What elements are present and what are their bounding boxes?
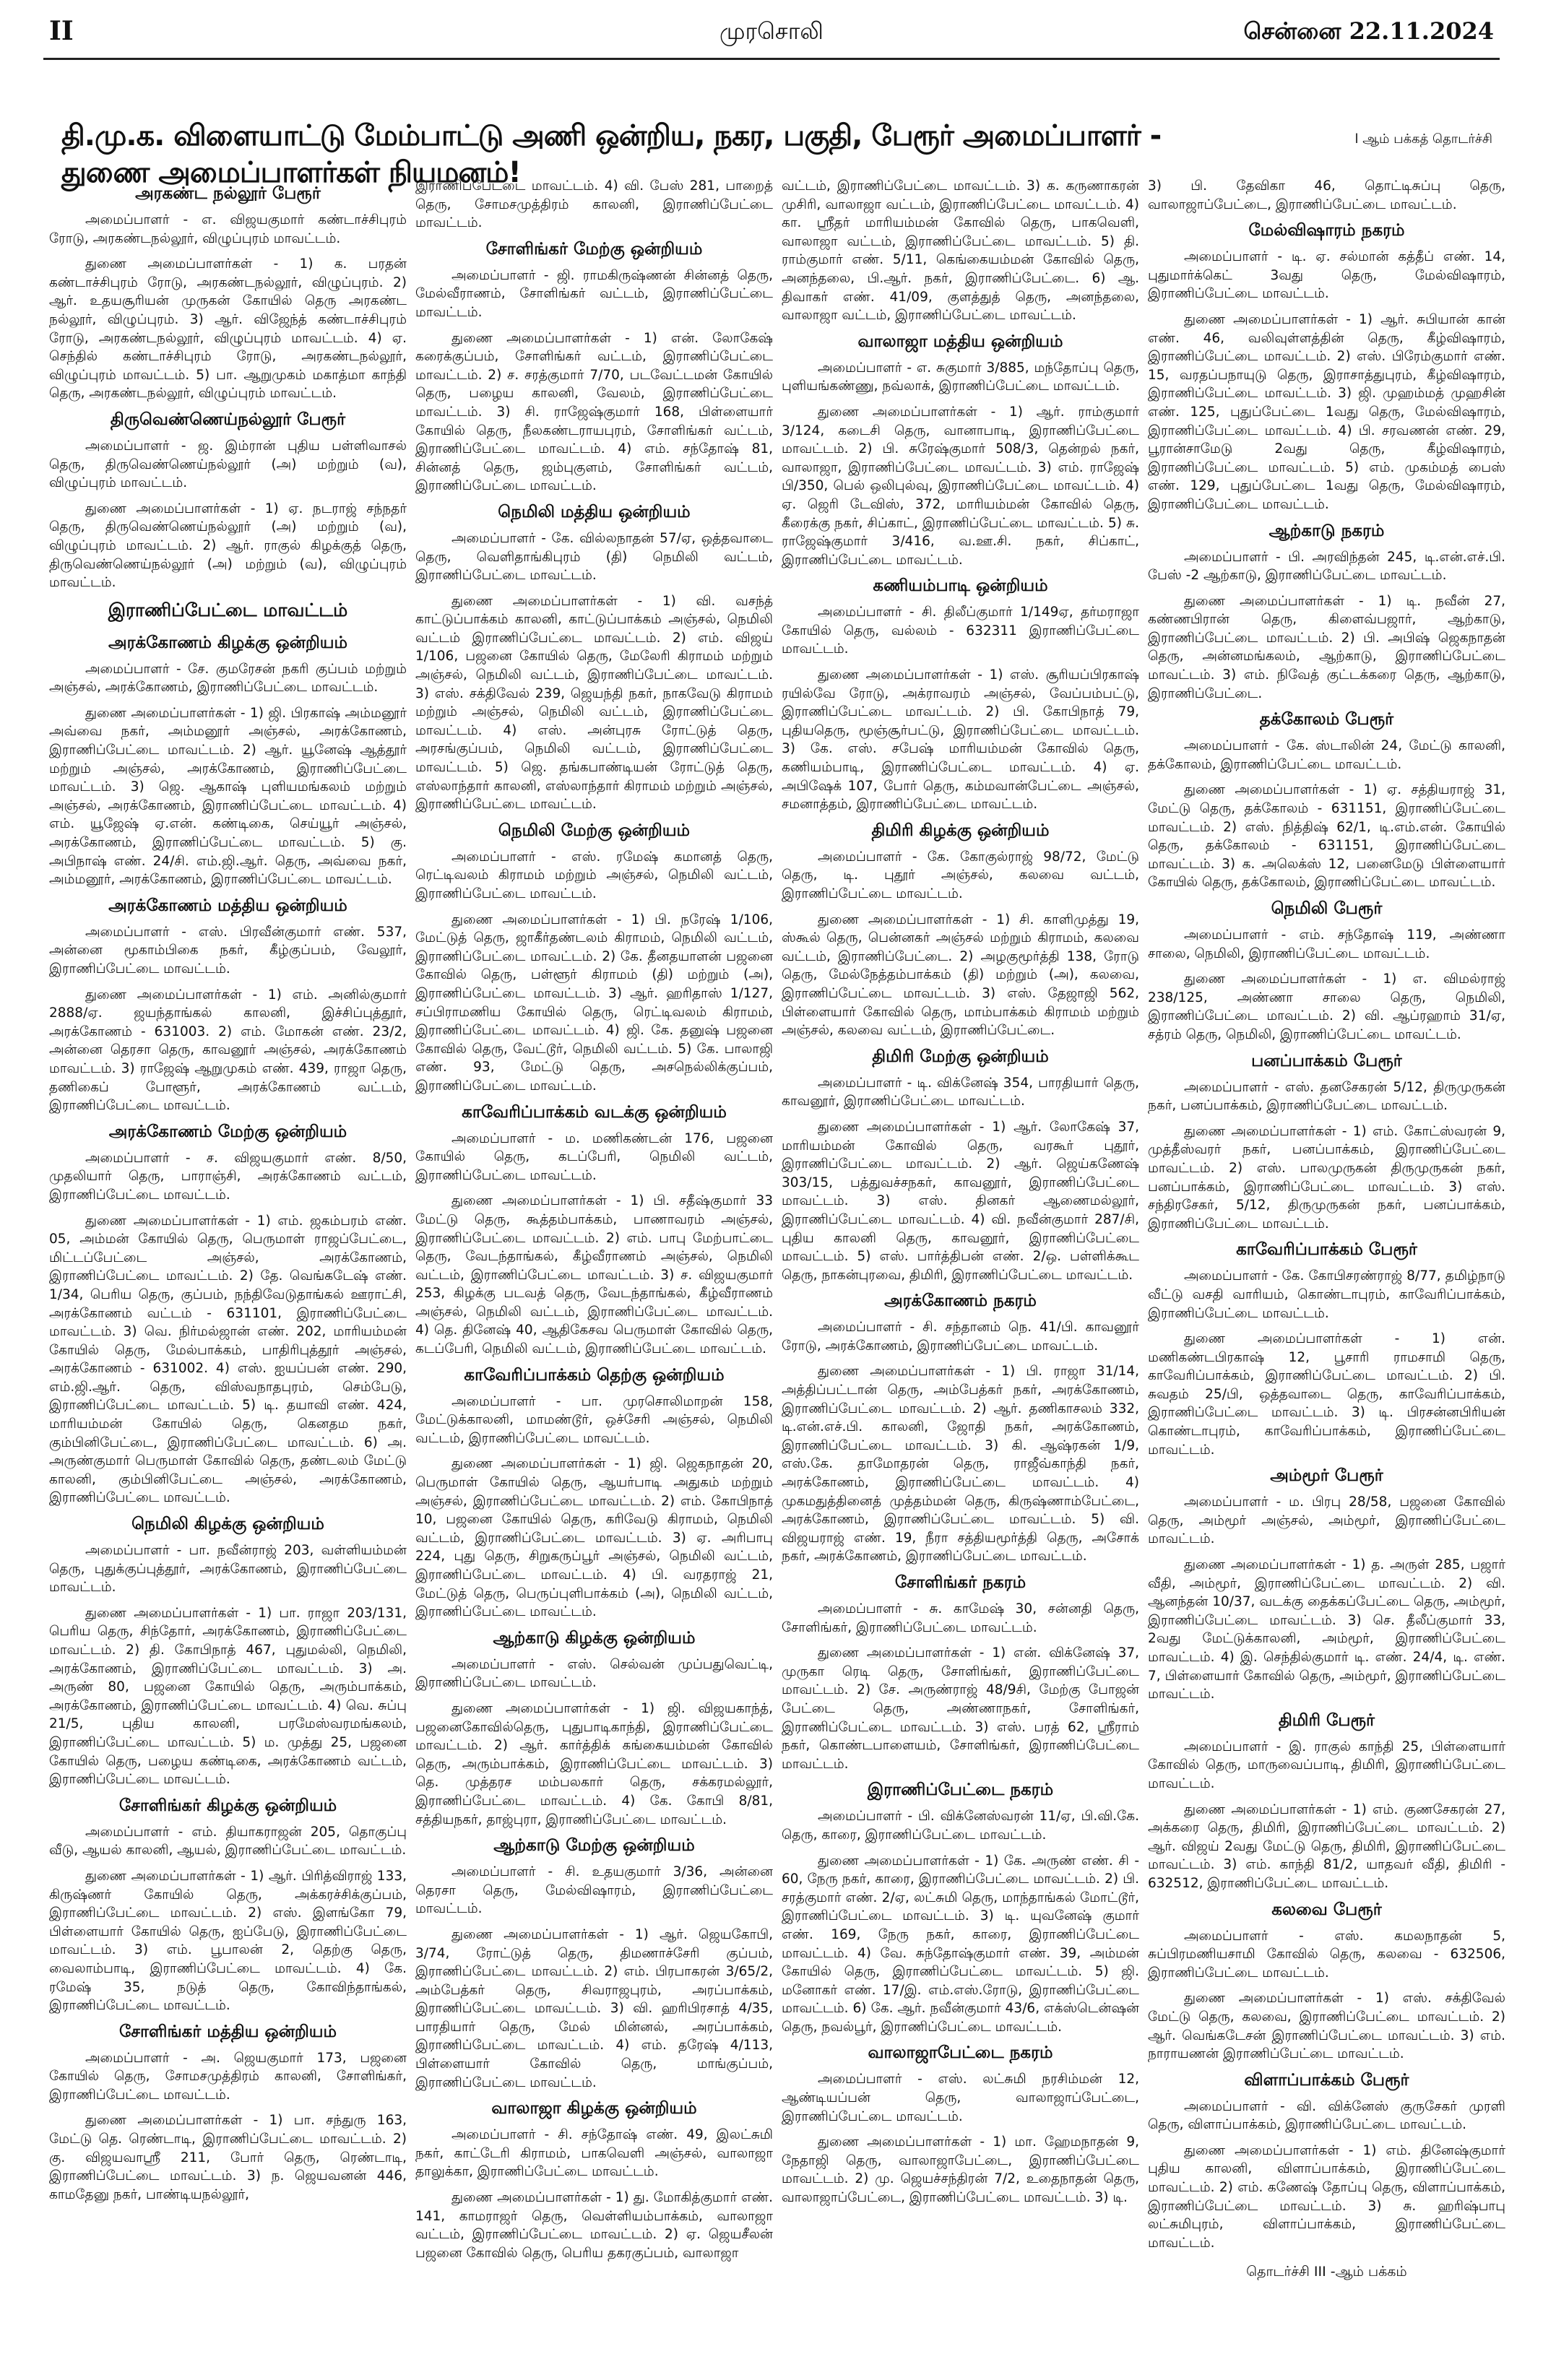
paragraph: துணை அமைப்பாளர்கள் - 1) எம். ஜகம்பரம் எண். 05, அம்மன் கோயில் தெரு, பெருமாள் ராஜப்பேட்டை, மிட்டப்பேட்டை அஞ்சல், அரக்கோணம், இராணிப்பேட்டை மாவட்டம். 2) தே. வெங்கடேஷ் எண். 1/34, பெரிய தெரு, குப்பம், நந்திவேடுதாங்கல் ஊராட்சி, அரக்கோணம் வட்டம் - 631101, இராணிப்பேட்டை மாவட்டம். 3) வெ. நிர்மல்ஜான் எண். 202, மாரியம்மன் கோயில் தெரு, மேல்பாக்கம், பாதிரிபுத்தூர் அஞ்சல், அரக்கோணம் - 631002. 4) எஸ். ஐயப்பன் எண். 290, எம்.ஜி.ஆர். தெரு, விஸ்வநாதபுரம், செம்பேடு, இராணிப்பேட்டை மாவட்டம். 5) டி. தயாவி எண். 424, மாரியம்மன் கோயில் தெரு, கெனதம நகர், கும்பினிபேட்டை, இராணிப்பேட்டை மாவட்டம். 6) அ. அருண்குமார் பெருமாள் கோவில் தெரு, தண்டலம் மேட்டு காலனி, கும்பினிபேட்டை அஞ்சல், அரக்கோணம், இராணிப்பேட்டை மாவட்டம். bbox=[49, 1213, 407, 1506]
paragraph: அமைப்பாளர் - எம். தியாகராஜன் 205, தொகுப்பு வீடு, ஆயல் காலனி, ஆயல், இராணிப்பேட்டை மாவட்டம். bbox=[49, 1824, 407, 1858]
paragraph: துணை அமைப்பாளர்கள் - 1) ஜி. விஜயகாந்த், பஜனைகோவில்தெரு, புதுபாடிகாந்தி, இராணிப்பேட்டை மாவட்டம். 2) ஆர். கார்த்திக் கங்கையம்மன் கோவில் தெரு, அரும்பாக்கம், இராணிப்பேட்டை மாவட்டம். 3) தெ. முத்தரச மம்பலகார் தெரு, சக்கரமல்லூர், இராணிப்பேட்டை மாவட்டம். 4) கே. கோபி 8/81, சத்தியநகர், தாஜ்புரா, இராணிப்பேட்டை மாவட்டம். bbox=[415, 1700, 773, 1827]
paragraph: துணை அமைப்பாளர்கள் - 1) எம். அனில்குமார் 2888/ஏ. ஜயந்தாங்கல் காலனி, இச்சிப்புத்தூர், அரக்கோணம் - 631003. 2) எம். மோகன் எண். 23/2, அன்னை தெரசா தெரு, காவனூர் அஞ்சல், அரக்கோணம் மாவட்டம். 3) ராஜேஷ் ஆறுமுகம் எண். 439, ராஜா தெரு, தணிகைப் போளூர், அரக்கோணம் வட்டம், இராணிப்பேட்டை மாவட்டம். bbox=[49, 987, 407, 1114]
paragraph: அமைப்பாளர் - எஸ். செல்வன் முப்பதுவெட்டி, இராணிப்பேட்டை மாவட்டம். bbox=[415, 1656, 773, 1691]
continuation-note: தொடர்ச்சி III -ஆம் பக்கம் bbox=[1246, 2264, 1407, 2280]
section-title: திருவெண்ணெய்நல்லூர் பேரூர் bbox=[110, 410, 346, 429]
paragraph: துணை அமைப்பாளர்கள் - 1) எம். கோட்ஸ்வரன் 9, முத்தீஸ்வரர் நகர், பனப்பாக்கம், இராணிப்பேட்டை மாவட்டம். 2) எஸ். பாலமுருகன் திருமுருகன் நகர், பனப்பாக்கம், இராணிப்பேட்டை மாவட்டம். 3) எஸ். சந்திரசேகர், 5/12, திருமுருகன் நகர், பனப்பாக்கம், இராணிப்பேட்டை மாவட்டம். bbox=[1148, 1123, 1505, 1232]
paragraph: அமைப்பாளர் - சி. உதயகுமார் 3/36, அன்னை தெரசா தெரு, மேல்விஷாரம், இராணிப்பேட்டை மாவட்டம். bbox=[415, 1864, 773, 1917]
continuation-reference: l ஆம் பக்கத் தொடர்ச்சி bbox=[1354, 131, 1492, 147]
section-title: ஆற்காடு மேற்கு ஒன்றியம் bbox=[493, 1836, 695, 1856]
section-title: காவேரிப்பாக்கம் வடக்கு ஒன்றியம் bbox=[462, 1102, 727, 1122]
section-title: வாலாஜா கிழக்கு ஒன்றியம் bbox=[491, 2099, 697, 2119]
paragraph: அமைப்பாளர் - கே. கோபிசரண்ராஜ் 8/77, தமிழ்நாடு வீட்டு வசதி வாரியம், கொண்டாபுரம், காவேரிப்பாக்கம், இராணிப்பேட்டை மாவட்டம். bbox=[1148, 1268, 1505, 1321]
paragraph: துணை அமைப்பாளர்கள் - 1) ஆர். சுபியான் கான் எண். 46, வலிவுள்ளத்தின் தெரு, கீழ்விஷாரம், இராணிப்பேட்டை மாவட்டம். 2) எஸ். பிரேம்குமார் எண். 15, வரதப்பநாயுடு தெரு, இராசாத்துபுரம், கீழ்விஷாரம், இராணிப்பேட்டை மாவட்டம். 3) ஜி. முஹம்மத் முஹசின் எண். 125, புதுப்பேட்டை 1வது தெரு, மேல்விஷாரம், இராணிப்பேட்டை மாவட்டம். 4) பி. சரவணன் எண். 29, பூரான்சாமேடு 2வது தெரு, கீழ்விஷாரம், இராணிப்பேட்டை மாவட்டம். 5) எம். முகம்மத் பைஸ் எண். 129, புதுப்பேட்டை 1வது தெரு, மேல்விஷாரம், இராணிப்பேட்டை மாவட்டம். bbox=[1148, 311, 1505, 512]
section-title: நெமிலி பேரூர் bbox=[1271, 899, 1383, 918]
section-title: சோளிங்கர் கிழக்கு ஒன்றியம் bbox=[118, 1796, 337, 1815]
paragraph: துணை அமைப்பாளர்கள் - 1) என். லோகேஷ் கரைக்குப்பம், சோளிங்கர் வட்டம், இராணிப்பேட்டை மாவட்டம். 2) ச. சரத்குமார் 7/70, படவேட்டமன் கோயில் தெரு, பழைய காலனி, வேலம், இராணிப்பேட்டை மாவட்டம். 3) சி. ராஜேஷ்குமார் 168, பிள்ளையார் கோயில் தெரு, நீலகண்டராயபுரம், சோளிங்கர் வட்டம், இராணிப்பேட்டை மாவட்டம். 4) எம். சந்தோஷ் 81, சின்னத் தெரு, ஜம்புகுளம், சோளிங்கர் வட்டம், இராணிப்பேட்டை மாவட்டம். bbox=[415, 330, 773, 494]
paragraph: அமைப்பாளர் - எம். சந்தோஷ் 119, அண்ணா சாலை, நெமிலி, இராணிப்பேட்டை மாவட்டம். bbox=[1148, 927, 1505, 961]
paragraph: துணை அமைப்பாளர்கள் - 1) எம். குணசேகரன் 27, அக்கரை தெரு, திமிரி, இராணிப்பேட்டை மாவட்டம். 2) ஆர். விஜய் 2வது மேட்டு தெரு, திமிரி, இராணிப்பேட்டை மாவட்டம். 3) எம். காந்தி 81/2, யாதவர் வீதி, திமிரி - 632512, இராணிப்பேட்டை மாவட்டம். bbox=[1148, 1801, 1505, 1891]
section-title: மேல்விஷாரம் நகரம் bbox=[1248, 221, 1405, 241]
newspaper-name: முரசொலி bbox=[719, 17, 824, 45]
paragraph: அமைப்பாளர் - சு. காமேஷ் 30, சன்னதி தெரு, சோளிங்கர், இராணிப்பேட்டை மாவட்டம். bbox=[782, 1601, 1139, 1635]
paragraph: துணை அமைப்பாளர்கள் - 1) து. மோகித்குமார் எண். 141, காமராஜர் தெரு, வெள்ளியம்பாக்கம், வாலாஜா வட்டம், இராணிப்பேட்டை மாவட்டம். 2) ஏ. ஜெயசீலன் பஜனை கோவில் தெரு, பெரிய தகரகுப்பம், வாலாஜா bbox=[415, 2190, 773, 2261]
page-number: II bbox=[49, 16, 74, 46]
paragraph: அமைப்பாளர் - கே. ஸ்டாலின் 24, மேட்டு காலனி, தக்கோலம், இராணிப்பேட்டை மாவட்டம். bbox=[1148, 738, 1505, 772]
section-title: நெமிலி மத்திய ஒன்றியம் bbox=[498, 502, 691, 522]
section-title: அம்மூர் பேரூர் bbox=[1270, 1466, 1383, 1486]
section-title: காவேரிப்பாக்கம் பேரூர் bbox=[1236, 1240, 1417, 1260]
paragraph: துணை அமைப்பாளர்கள் - 1) க. பரதன் கண்டாச்சிபுரம் ரோடு, அரகண்டநல்லூர், விழுப்புரம். 2) ஆர். உதயசூரியன் முருகன் கோயில் தெரு அரகண்ட நல்லூர், விழுப்புரம். 3) ஆர். விஜேந்த் கண்டாச்சிபுரம் ரோடு, அரகண்டநல்லூர், விழுப்புரம் மாவட்டம். 4) ஏ. செந்தில் கண்டாச்சிபுரம் ரோடு, அரகண்டநல்லூர், விழுப்புரம் மாவட்டம். 5) பா. ஆறுமுகம் மகாத்மா காந்தி தெரு, அரகண்டநல்லூர், விழுப்புரம் மாவட்டம். bbox=[49, 256, 407, 402]
paragraph: துணை அமைப்பாளர்கள் - 1) மா. ஹேமநாதன் 9, நேதாஜி தெரு, வாலாஜாபேட்டை, இராணிப்பேட்டை மாவட்டம். 2) மு. ஜெயச்சந்திரன் 7/2, உதைநாதன் தெரு, வாலாஜாப்பேட்டை, இராணிப்பேட்டை மாவட்டம். 3) டி. bbox=[782, 2134, 1139, 2206]
paragraph: அமைப்பாளர் - எ. விஜயகுமார் கண்டாச்சிபுரம் ரோடு, அரகண்டநல்லூர், விழுப்புரம் மாவட்டம். bbox=[49, 212, 407, 246]
paragraph: துணை அமைப்பாளர்கள் - 1) எஸ். சக்திவேல் மேட்டு தெரு, கலவை, இராணிப்பேட்டை மாவட்டம். 2) ஆர். வெங்கடேசன் இராணிப்பேட்டை மாவட்டம். 3) எம். நாராயணன் இராணிப்பேட்டை மாவட்டம். bbox=[1148, 1991, 1505, 2062]
paragraph: துணை அமைப்பாளர்கள் - 1) கே. அருண் எண். சி - 60, நேரு நகர், காரை, இராணிப்பேட்டை மாவட்டம். 2) பி. சரத்குமார் எண். 2/ஏ, லட்சுமி தெரு, மாந்தாங்கல் மோட்டூர், இராணிப்பேட்டை மாவட்டம். 3) டி. யுவனேஷ் குமார் எண். 169, நேரு நகர், காரை, இராணிப்பேட்டை மாவட்டம். 4) வே. சுந்தோஷ்குமார் எண். 39, அம்மன் கோயில் தெரு, இராணிப்பேட்டை மாவட்டம். 5) ஜி. மனோகர் எண். 17/இ. எம்.எஸ்.ரோடு, இராணிப்பேட்டை மாவட்டம். 6) கே. ஆர். நவீன்குமார் 43/6, எக்ஸ்டென்ஷன் தெரு, நவல்பூர், இராணிப்பேட்டை மாவட்டம். bbox=[782, 1853, 1139, 2035]
paragraph: துணை அமைப்பாளர்கள் - 1) எம். தினேஷ்குமார் புதிய காலனி, விளாப்பாக்கம், இராணிப்பேட்டை மாவட்டம். 2) எம். கணேஷ் தோப்பு தெரு, விளாப்பாக்கம், இராணிப்பேட்டை மாவட்டம். 3) சு. ஹரிஷ்பாபு லட்சுமிபுரம், விளாப்பாக்கம், இராணிப்பேட்டை மாவட்டம். bbox=[1148, 2142, 1505, 2251]
section-title: ஆற்காடு கிழக்கு ஒன்றியம் bbox=[493, 1628, 696, 1648]
paragraph: அமைப்பாளர் - ச. விஜயகுமார் எண். 8/50, முதலியார் தெரு, பாராஞ்சி, அரக்கோணம் வட்டம், இராணிப்பேட்டை மாவட்டம். bbox=[49, 1150, 407, 1203]
section-title: கலவை பேரூர் bbox=[1271, 1900, 1382, 1919]
paragraph: அமைப்பாளர் - இ. ராகுல் காந்தி 25, பிள்ளையார் கோவில் தெரு, மாருவைப்பாடி, திமிரி, இராணிப்பேட்டை மாவட்டம். bbox=[1148, 1739, 1505, 1791]
section-title: சோளிங்கர் மத்திய ஒன்றியம் bbox=[118, 2022, 337, 2041]
section-title: ஆற்காடு நகரம் bbox=[1268, 521, 1385, 540]
paragraph: அமைப்பாளர் - ஜ. இம்ரான் புதிய பள்ளிவாசல் தெரு, திருவெண்ணெய்நல்லூர் (அ) மற்றும் (வ), விழுப்புரம் மாவட்டம். bbox=[49, 438, 407, 491]
section-title: காவேரிப்பாக்கம் தெற்கு ஒன்றியம் bbox=[464, 1365, 725, 1385]
headline: தி.மு.க. விளையாட்டு மேம்பாட்டு அணி ஒன்றிய, நகர, பகுதி, பேரூர் அமைப்பாளர் - துணை அமைப்பாளர்கள் நியமனம்! bbox=[61, 119, 1162, 189]
paragraph: அமைப்பாளர் - அ. ஜெயகுமார் 173, பஜனை கோயில் தெரு, சோமசமுத்திரம் காலனி, சோளிங்கர், இராணிப்பேட்டை மாவட்டம். bbox=[49, 2050, 407, 2103]
paragraph: அமைப்பாளர் - எஸ். பிரவீன்குமார் எண். 537, அன்னை மூகாம்பிகை நகர், கீழ்குப்பம், வேலூர், இராணிப்பேட்டை மாவட்டம். bbox=[49, 924, 407, 977]
section-title: வாலாஜாபேட்டை நகரம் bbox=[868, 2043, 1053, 2063]
section-title: கணியம்பாடி ஒன்றியம் bbox=[873, 576, 1048, 596]
paragraph: அமைப்பாளர் - பா. முரசொலிமாறன் 158, மேட்டுக்காலனி, மாமண்டூர், ஒச்சேரி அஞ்சல், நெமிலி வட்டம், இராணிப்பேட்டை மாவட்டம். bbox=[415, 1393, 773, 1446]
section-title: நெமிலி மேற்கு ஒன்றியம் bbox=[498, 821, 691, 840]
paragraph: துணை அமைப்பாளர்கள் - 1) எ. விமல்ராஜ் 238/125, அண்ணா சாலை தெரு, நெமிலி, இராணிப்பேட்டை மாவட்டம். 2) வி. ஆப்ரஹாம் 31/ஏ, சத்ரம் தெரு, நெமிலி, இராணிப்பேட்டை மாவட்டம். bbox=[1148, 972, 1505, 1042]
paragraph: அமைப்பாளர் - ம. மணிகண்டன் 176, பஜனை கோயில் தெரு, கடப்பேரி, நெமிலி வட்டம், இராணிப்பேட்டை மாவட்டம். bbox=[415, 1130, 773, 1183]
paragraph: துணை அமைப்பாளர்கள் - 1) பி. நரேஷ் 1/106, மேட்டுத் தெரு, ஜாகீர்தண்டலம் கிராமம், நெமிலி வட்டம், இராணிப்பேட்டை மாவட்டம். 2) கே. தீனதயாளன் பஜனை கோவில் தெரு, பள்ளூர் கிராமம் (தி) மற்றும் (அ), இராணிப்பேட்டை மாவட்டம். 3) ஆர். ஹரிதாஸ் 1/127, சப்பிராமணிய கோயில் தெரு, ரெட்டிவலம் கிராமம், இராணிப்பேட்டை மாவட்டம். 4) ஜி. கே. தனுஷ் பஜனை கோவில் தெரு, வேட்டூர், நெமிலி வட்டம். 5) கே. பாலாஜி எண். 93, மேட்டு தெரு, அசநெல்லிக்குப்பம், இராணிப்பேட்டை மாவட்டம். bbox=[415, 912, 773, 1094]
paragraph: அமைப்பாளர் - பி. அரவிந்தன் 245, டி.என்.எச்.பி. பேஸ் -2 ஆற்காடு, இராணிப்பேட்டை மாவட்டம். bbox=[1148, 549, 1505, 584]
paragraph: துணை அமைப்பாளர்கள் - 1) என். விக்னேஷ் 37, முருகா ரெடி தெரு, சோளிங்கர், இராணிப்பேட்டை மாவட்டம். 2) சே. அருண்ராஜ் 48/9சி, மேற்கு போஜன் பேட்டை தெரு, அண்ணாநகர், சோளிங்கர், இராணிப்பேட்டை மாவட்டம். 3) எஸ். பரத் 62, ஸ்ரீராம் நகர், கொண்டபாளையம், சோளிங்கர், இராணிப்பேட்டை மாவட்டம். bbox=[782, 1645, 1139, 1772]
paragraph: 3) பி. தேவிகா 46, தொட்டிசுப்பு தெரு, வாலாஜாப்பேட்டை, இராணிப்பேட்டை மாவட்டம். bbox=[1148, 178, 1505, 212]
paragraph: துணை அமைப்பாளர்கள் - 1) ஆர். லோகேஷ் 37, மாரியம்மன் கோவில் தெரு, வரகூர் புதூர், இராணிப்பேட்டை மாவட்டம். 2) ஆர். ஜெய்கணேஷ் 303/15, பத்துவச்சநகர், காவனூர், இராணிப்பேட்டை மாவட்டம். 3) எஸ். தினகர் ஆணைமல்லூர், இராணிப்பேட்டை மாவட்டம். 4) வி. நவீன்குமார் 287/சி, புதிய காலனி தெரு, காவனூர், இராணிப்பேட்டை மாவட்டம். 5) எஸ். பார்த்திபன் எண். 2/ஒ. பள்ளிக்கூட தெரு, நாகன்புரவை, திமிரி, இராணிப்பேட்டை மாவட்டம். bbox=[782, 1119, 1139, 1283]
paragraph: அமைப்பாளர் - எஸ். தனசேகரன் 5/12, திருமுருகன் நகர், பனப்பாக்கம், இராணிப்பேட்டை மாவட்டம். bbox=[1148, 1079, 1505, 1114]
paragraph: துணை அமைப்பாளர்கள் - 1) ஏ. நடராஜ் சந்நதர் தெரு, திருவெண்ணெய்நல்லூர் (அ) மற்றும் (வ), விழுப்புரம் மாவட்டம். 2) ஆர். ராகுல் கிழக்குத் தெரு, திருவெண்ணெய்நல்லூர் (அ) மற்றும் (வ), விழுப்புரம் மாவட்டம். bbox=[49, 501, 407, 591]
paragraph: அமைப்பாளர் - சே. குமரேசன் நகரி குப்பம் மற்றும் அஞ்சல், அரக்கோணம், இராணிப்பேட்டை மாவட்டம். bbox=[49, 661, 407, 696]
district-title: இராணிப்பேட்டை மாவட்டம் bbox=[108, 599, 348, 620]
column-2 bbox=[415, 177, 773, 2358]
paragraph: அமைப்பாளர் - எஸ். ரமேஷ் கமானத் தெரு, ரெட்டிவலம் கிராமம் மற்றும் அஞ்சல், நெமிலி வட்டம், இராணிப்பேட்டை மாவட்டம். bbox=[415, 849, 773, 901]
paragraph: அமைப்பாளர் - சி. சந்தோஷ் எண். 49, இலட்சுமி நகர், காட்டேரி கிராமம், பாகவெளி அஞ்சல், வாலாஜா தாலுக்கா, இராணிப்பேட்டை மாவட்டம். bbox=[415, 2127, 773, 2180]
section-title: அரகண்ட நல்லூர் பேரூர் bbox=[135, 184, 321, 203]
column-3 bbox=[782, 177, 1139, 2358]
paragraph: துணை அமைப்பாளர்கள் - 1) என். மணிகண்டபிரகாஷ் 12, பூசாரி ராமசாமி தெரு, காவேரிப்பாக்கம், இராணிப்பேட்டை மாவட்டம். 2) பி. சுவதம் 25/பி, ஒத்தவாடை தெரு, காவேரிப்பாக்கம், இராணிப்பேட்டை மாவட்டம். 3) டி. பிரசன்னபிரியன் கொண்டாபுரம், காவேரிப்பாக்கம், இராணிப்பேட்டை மாவட்டம். bbox=[1148, 1331, 1505, 1458]
section-title: சோளிங்கர் மேற்கு ஒன்றியம் bbox=[485, 239, 703, 259]
paragraph: அமைப்பாளர் - கே. கோகுல்ராஜ் 98/72, மேட்டு தெரு, டி. புதூர் அஞ்சல், கலவை வட்டம், இராணிப்பேட்டை மாவட்டம். bbox=[782, 849, 1139, 901]
paragraph: அமைப்பாளர் - சி. திலீப்குமார் 1/149ஏ, தர்மராஜா கோயில் தெரு, வல்லம் - 632311 இராணிப்பேட்டை மாவட்டம். bbox=[782, 605, 1139, 657]
section-title: சோளிங்கர் நகரம் bbox=[894, 1573, 1026, 1592]
section-title: தக்கோலம் பேரூர் bbox=[1259, 710, 1394, 730]
paragraph: துணை அமைப்பாளர்கள் - 1) பி. சதீஷ்குமார் 33 மேட்டு தெரு, கூத்தம்பாக்கம், பாணாவரம் அஞ்சல், இராணிப்பேட்டை மாவட்டம். 2) எம். பாபு மேற்பாட்டை தெரு, வேடந்தாங்கல், கீழ்வீராணம் அஞ்சல், நெமிலி வட்டம், இராணிப்பேட்டை மாவட்டம். 3) ச. விஜயகுமார் 253, கிழக்கு படவத் தெரு, வேடந்தாங்கல், கீழ்வீராணம் அஞ்சல், நெமிலி வட்டம், இராணிப்பேட்டை மாவட்டம். 4) தெ. தினேஷ் 40, ஆதிகேசவ பெருமாள் கோவில் தெரு, கடப்பேரி, நெமிலி வட்டம், இராணிப்பேட்டை மாவட்டம். bbox=[415, 1193, 773, 1357]
section-title: திமிரி கிழக்கு ஒன்றியம் bbox=[871, 821, 1050, 840]
paragraph: அமைப்பாளர் - பா. நவீன்ராஜ் 203, வள்ளியம்மன் தெரு, புதுக்குப்புத்தூர், அரக்கோணம், இராணிப்பேட்டை மாவட்டம். bbox=[49, 1543, 407, 1596]
section-title: அரக்கோணம் மத்திய ஒன்றியம் bbox=[108, 896, 347, 915]
paragraph: அமைப்பாளர் - வி. விக்னேஸ் குருசேகர் முரளி தெரு, விளாப்பாக்கம், இராணிப்பேட்டை மாவட்டம். bbox=[1148, 2098, 1505, 2133]
paragraph: துணை அமைப்பாளர்கள் - 1) எஸ். சூரியப்பிரகாஷ் ரயில்வே ரோடு, அக்ராவரம் அஞ்சல், வேப்பம்பட்டு, இராணிப்பேட்டை மாவட்டம். 2) பி. கோபிநாத் 79, புதியதெரு, மூஞ்சூர்பட்டு, இராணிப்பேட்டை மாவட்டம். 3) கே. எஸ். சபேஷ் மாரியம்மன் கோவில் தெரு, கணியம்பாடி, இராணிப்பேட்டை மாவட்டம். 4) ஏ. அபிஷேக் 107, போர் தெரு, கம்மவான்பேட்டை அஞ்சல், சமனாத்தம், இராணிப்பேட்டை மாவட்டம். bbox=[782, 667, 1139, 813]
paragraph: அமைப்பாளர் - எஸ். கமலநாதன் 5, சுப்பிரமணியசாமி கோவில் தெரு, கலவை - 632506, இராணிப்பேட்டை மாவட்டம். bbox=[1148, 1928, 1505, 1981]
section-title: அரக்கோணம் கிழக்கு ஒன்றியம் bbox=[108, 633, 347, 652]
paragraph: அமைப்பாளர் - சி. சந்தானம் நெ. 41/பி. காவனூர் ரோடு, அரக்கோணம், இராணிப்பேட்டை மாவட்டம். bbox=[782, 1320, 1139, 1354]
paragraph: துணை அமைப்பாளர்கள் - 1) பா. ராஜா 203/131, பெரிய தெரு, சிந்தோர், அரக்கோணம், இராணிப்பேட்டை மாவட்டம். 2) தி. கோபிநாத் 467, புதுமல்லி, நெமிலி, அரக்கோணம், இராணிப்பேட்டை மாவட்டம். 3) அ. அருண் 80, பஜனை கோயில் தெரு, அரும்பாக்கம், அரக்கோணம், இராணிப்பேட்டை மாவட்டம். 4) வெ. சுப்பு 21/5, புதிய காலனி, பரமேஸ்வரமங்கலம், இராணிப்பேட்டை மாவட்டம். 5) ம. முத்து 25, பஜனை கோயில் தெரு, பழைய கண்டிகை, அரக்கோணம் வட்டம், இராணிப்பேட்டை மாவட்டம். bbox=[49, 1605, 407, 1788]
paragraph: வட்டம், இராணிப்பேட்டை மாவட்டம். 3) க. கருணாகரன் முசிரி, வாலாஜா வட்டம், இராணிப்பேட்டை மாவட்டம். 4) கா. ஸ்ரீதர் மாரியம்மன் கோவில் தெரு, பாகவெளி, வாலாஜா வட்டம், இராணிப்பேட்டை மாவட்டம். 5) தி. ராம்குமார் எண். 5/11, கெங்கையம்மன் கோவில் தெரு, அனந்தலை, பி.ஆர். நகர், இராணிப்பேட்டை. 6) ஆ. திவாகர் எண். 41/09, குளத்துத் தெரு, அனந்தலை, வாலாஜா வட்டம், இராணிப்பேட்டை மாவட்டம். bbox=[782, 178, 1139, 324]
paragraph: துணை அமைப்பாளர்கள் - 1) சி. காளிமுத்து 19, ஸ்கூல் தெரு, பென்னகர் அஞ்சல் மற்றும் கிராமம், கலவை வட்டம், இராணிப்பேட்டை. 2) அழகுமூர்த்தி 138, ரோடு தெரு, மேல்நேத்தம்பாக்கம் (தி) மற்றும் (அ), கலவை, இராணிப்பேட்டை மாவட்டம். 3) எஸ். தேஜாஜி 562, பிள்ளையார் கோவில் தெரு, மாம்பாக்கம் கிராமம் மற்றும் அஞ்சல், கலவை வட்டம், இராணிப்பேட்டை. bbox=[782, 912, 1139, 1039]
paragraph: துணை அமைப்பாளர்கள் - 1) ஆர். ராம்குமார் 3/124, கடைசி தெரு, வானாபாடி, இராணிப்பேட்டை மாவட்டம். 2) பி. சுரேஷ்குமார் 508/3, தென்றல் நகர், வாலாஜா, இராணிப்பேட்டை மாவட்டம். 3) எம். ராஜேஷ் பி/350, பெல் ஒலிபுல்வு, இராணிப்பேட்டை மாவட்டம். 4) ஏ. ஜெரி டேவிஸ், 372, மாரியம்மன் கோவில் தெரு, கீரைக்கு நகர், சிப்காட், இராணிப்பேட்டை மாவட்டம். 5) சு. ராஜேஷ்குமார் 3/416, வ.ஊ.சி. நகர், சிப்காட், இராணிப்பேட்டை மாவட்டம். bbox=[782, 404, 1139, 568]
paragraph: அமைப்பாளர் - ம. பிரபு 28/58, பஜனை கோவில் தெரு, அம்மூர் அஞ்சல், அம்மூர், இராணிப்பேட்டை மாவட்டம். bbox=[1148, 1494, 1505, 1547]
paragraph: துணை அமைப்பாளர்கள் - 1) ஜி. ஜெகநாதன் 20, பெருமாள் கோயில் தெரு, ஆயர்பாடி அதுகம் மற்றும் அஞ்சல், இராணிப்பேட்டை மாவட்டம். 2) எம். கோபிநாத் 10, பஜனை கோயில் தெரு, கரிவேடு கிராமம், நெமிலி வட்டம், இராணிப்பேட்டை மாவட்டம். 3) ஏ. அரிபாபு 224, புது தெரு, சிறுகருப்பூர் அஞ்சல், நெமிலி வட்டம், இராணிப்பேட்டை மாவட்டம். 4) பி. வரதராஜ் 21, மேட்டுத் தெரு, பெருப்புளிபாக்கம் (அ), நெமிலி வட்டம், இராணிப்பேட்டை மாவட்டம். bbox=[415, 1456, 773, 1620]
section-title: விளாப்பாக்கம் பேரூர் bbox=[1244, 2070, 1409, 2090]
section-title: வாலாஜா மத்திய ஒன்றியம் bbox=[857, 332, 1063, 351]
section-title: இராணிப்பேட்டை நகரம் bbox=[867, 1780, 1054, 1800]
paragraph: துணை அமைப்பாளர்கள் - 1) பா. சந்துரு 163, மேட்டு தெ. ரெண்டாடி, இராணிப்பேட்டை மாவட்டம். 2) கு. விஜயவாஸ்ரீ 211, போர் தெரு, ரெண்டாடி, இராணிப்பேட்டை மாவட்டம். 3) ந. ஜெயவனன் 446, காமதேனு நகர், பாண்டியநல்லூர், bbox=[49, 2113, 407, 2202]
masthead bbox=[43, 7, 1500, 60]
section-title: திமிரி பேரூர் bbox=[1278, 1710, 1375, 1730]
paragraph: துணை அமைப்பாளர்கள் - 1) டி. நவீன் 27, கண்ணபிரான் தெரு, கிளைவ்பஜார், ஆற்காடு, இராணிப்பேட்டை மாவட்டம். 2) பி. அபிஷ் ஜெகநாதன் தெரு, அன்னமங்கலம், ஆற்காடு, இராணிப்பேட்டை மாவட்டம். 3) எம். நிவேத் குட்டக்கரை தெரு, ஆற்காடு, இராணிப்பேட்டை. bbox=[1148, 593, 1505, 701]
paragraph: அமைப்பாளர் - பி. விக்னேஸ்வரன் 11/ஏ, பி.வி.கே. தெரு, காரை, இராணிப்பேட்டை மாவட்டம். bbox=[782, 1809, 1139, 1843]
paragraph: துணை அமைப்பாளர்கள் - 1) வி. வசந்த் காட்டுப்பாக்கம் காலனி, காட்டுப்பாக்கம் அஞ்சல், நெமிலி வட்டம் இராணிப்பேட்டை மாவட்டம். 2) எம். விஜய் 1/106, பஜனை கோயில் தெரு, மேலேரி கிராமம் மற்றும் அஞ்சல், நெமிலி வட்டம், இராணிப்பேட்டை மாவட்டம். 3) எஸ். சக்திவேல் 239, ஜெயந்தி நகர், நாகவேடு கிராமம் மற்றும் அஞ்சல், நெமிலி வட்டம், இராணிப்பேட்டை மாவட்டம். 4) எஸ். அன்புரசு ரோட்டுத் தெரு, அரசங்குப்பம், நெமிலி வட்டம், இராணிப்பேட்டை மாவட்டம். 5) ஜெ. தங்கபாண்டியன் ரோட்டுத் தெரு, எஸ்லாந்தார் காலனி, எஸ்லாந்தார் கிராமம் மற்றும் அஞ்சல், இராணிப்பேட்டை மாவட்டம். bbox=[415, 593, 773, 813]
paragraph: துணை அமைப்பாளர்கள் - 1) ஏ. சத்தியராஜ் 31, மேட்டு தெரு, தக்கோலம் - 631151, இராணிப்பேட்டை மாவட்டம். 2) எஸ். நித்திஷ் 62/1, டி.எம்.என். கோயில் தெரு, தக்கோலம் - 631151, இராணிப்பேட்டை மாவட்டம். 3) க. அலெக்ஸ் 12, பனைமேடு பிள்ளையார் கோயில் தெரு, தக்கோலம், இராணிப்பேட்டை மாவட்டம். bbox=[1148, 782, 1505, 891]
paragraph: துணை அமைப்பாளர்கள் - 1) ஜி. பிரகாஷ் அம்மனூர் அவ்வை நகர், அம்மனூர் அஞ்சல், அரக்கோணம், இராணிப்பேட்டை மாவட்டம். 2) ஆர். யூனேஷ் ஆத்தூர் மற்றும் அஞ்சல், அரக்கோணம், இராணிப்பேட்டை மாவட்டம். 3) ஜெ. ஆகாஷ் புளியமங்கலம் மற்றும் அஞ்சல், அரக்கோணம், இராணிப்பேட்டை மாவட்டம். 4) எம். யூஜேஷ் ஏ.என். கண்டிகை, செய்யூர் அஞ்சல், அரக்கோணம், இராணிப்பேட்டை மாவட்டம். 5) கு. அபிநாஷ் எண். 24/சி. எம்.ஜி.ஆர். தெரு, அவ்வை நகர், அம்மனூர், அரக்கோணம், இராணிப்பேட்டை மாவட்டம். bbox=[49, 705, 407, 888]
paragraph: துணை அமைப்பாளர்கள் - 1) பி. ராஜா 31/14, அத்திப்பட்டான் தெரு, அம்பேத்கர் நகர், அரக்கோணம், இராணிப்பேட்டை மாவட்டம். 2) ஆர். தணிகாசலம் 332, டி.என்.எச்.பி. காலனி, ஜோதி நகர், அரக்கோணம், இராணிப்பேட்டை மாவட்டம். 3) கி. ஆஷ்ரகன் 1/9, எஸ்.கே. தாமோதரன் தெரு, ராஜீவ்காந்தி நகர், அரக்கோணம், இராணிப்பேட்டை மாவட்டம். 4) முகமதுத்தினைத் முத்தம்மன் தெரு, கிருஷ்ணாம்பேட்டை, அரக்கோணம், இராணிப்பேட்டை மாவட்டம். 5) வி. விஜயராஜ் எண். 19, நீரா சத்தியமூர்த்தி தெரு, அசோக் நகர், அரக்கோணம், இராணிப்பேட்டை மாவட்டம். bbox=[782, 1364, 1139, 1565]
section-title: திமிரி மேற்கு ஒன்றியம் bbox=[872, 1047, 1049, 1066]
paragraph: அமைப்பாளர் - எ. சுகுமார் 3/885, மந்தோப்பு தெரு, புளியங்கண்ணு, நவ்லாக், இராணிப்பேட்டை மாவட்டம். bbox=[782, 360, 1139, 394]
section-title: பனப்பாக்கம் பேரூர் bbox=[1251, 1051, 1402, 1070]
paragraph: துணை அமைப்பாளர்கள் - 1) ஆர். பிரித்விராஜ் 133, கிருஷ்ணர் கோயில் தெரு, அக்கரச்சிக்குப்பம், இராணிப்பேட்டை மாவட்டம். 2) எஸ். இளங்கோ 79, பிள்ளையார் கோயில் தெரு, ஐப்பேடு, இராணிப்பேட்டை மாவட்டம். 3) எம். பூபாலன் 2, தெற்கு தெரு, வைலாம்பாடி, இராணிப்பேட்டை மாவட்டம். 4) கே. ரமேஷ் 35, நடுத் தெரு, கோவிந்தாங்கல், இராணிப்பேட்டை மாவட்டம். bbox=[49, 1868, 407, 2014]
paragraph: துணை அமைப்பாளர்கள் - 1) த. அருள் 285, பஜார் வீதி, அம்மூர், இராணிப்பேட்டை மாவட்டம். 2) வி. ஆனந்தன் 10/37, வடக்கு தைக்கப்பேட்டை தெரு, அம்மூர், இராணிப்பேட்டை மாவட்டம். 3) செ. தீலீப்குமார் 33, 2வது மேட்டுக்காலனி, அம்மூர், இராணிப்பேட்டை மாவட்டம். 4) இ. செந்தில்குமார் டி. எண். 24/4, டி. எண். 7, பிள்ளையார் கோவில் தெரு, அம்மூர், இராணிப்பேட்டை மாவட்டம். bbox=[1148, 1557, 1505, 1702]
paragraph: அமைப்பாளர் - டி. ஏ. சல்மான் கத்தீப் எண். 14, புதுமார்க்கெட் 3வது தெரு, மேல்விஷாரம், இராணிப்பேட்டை மாவட்டம். bbox=[1148, 249, 1505, 302]
paragraph: துணை அமைப்பாளர்கள் - 1) ஆர். ஜெயகோபி, 3/74, ரோட்டுத் தெரு, திமணாச்சேரி குப்பம், இராணிப்பேட்டை மாவட்டம். 2) எம். பிரபாகரன் 3/65/2, அம்பேத்கர் தெரு, சிவராஜபுரம், அரப்பாக்கம், இராணிப்பேட்டை மாவட்டம். 3) வி. ஹரிபிரசாத் 4/35, பாரதியார் தெரு, மேல் மின்னல், அரப்பாக்கம், இராணிப்பேட்டை மாவட்டம். 4) எம். தரேஷ் 4/113, பிள்ளையார் கோவில் தெரு, மாங்குப்பம், இராணிப்பேட்டை மாவட்டம். bbox=[415, 1926, 773, 2090]
paragraph: அமைப்பாளர் - டி. விக்னேஷ் 354, பாரதியார் தெரு, காவனூர், இராணிப்பேட்டை மாவட்டம். bbox=[782, 1075, 1139, 1109]
section-title: நெமிலி கிழக்கு ஒன்றியம் bbox=[131, 1515, 324, 1534]
paragraph: அமைப்பாளர் - ஜி. ராமகிருஷ்ணன் சின்னத் தெரு, மேல்வீராணம், சோளிங்கர் வட்டம், இராணிப்பேட்டை மாவட்டம். bbox=[415, 267, 773, 320]
paragraph: இராணிப்பேட்டை மாவட்டம். 4) வி. பேஸ் 281, பாறைத் தெரு, சோமசமுத்திரம் காலனி, இராணிப்பேட்டை மாவட்டம். bbox=[415, 178, 773, 231]
section-title: அரக்கோணம் மேற்கு ஒன்றியம் bbox=[108, 1122, 347, 1141]
paragraph: அமைப்பாளர் - எஸ். லட்சுமி நரசிம்மன் 12, ஆண்டியப்பன் தெரு, வாலாஜாப்பேட்டை, இராணிப்பேட்டை மாவட்டம். bbox=[782, 2072, 1139, 2124]
paragraph: அமைப்பாளர் - கே. வில்லநாதன் 57/ஏ, ஒத்தவாடை தெரு, வெளிதாங்கிபுரம் (தி) நெமிலி வட்டம், இராணிப்பேட்டை மாவட்டம். bbox=[415, 530, 773, 584]
section-title: அரக்கோணம் நகரம் bbox=[884, 1291, 1037, 1311]
issue-date: சென்னை 22.11.2024 bbox=[1243, 17, 1494, 45]
column-1 bbox=[49, 177, 407, 2358]
column-4 bbox=[1148, 177, 1505, 2358]
